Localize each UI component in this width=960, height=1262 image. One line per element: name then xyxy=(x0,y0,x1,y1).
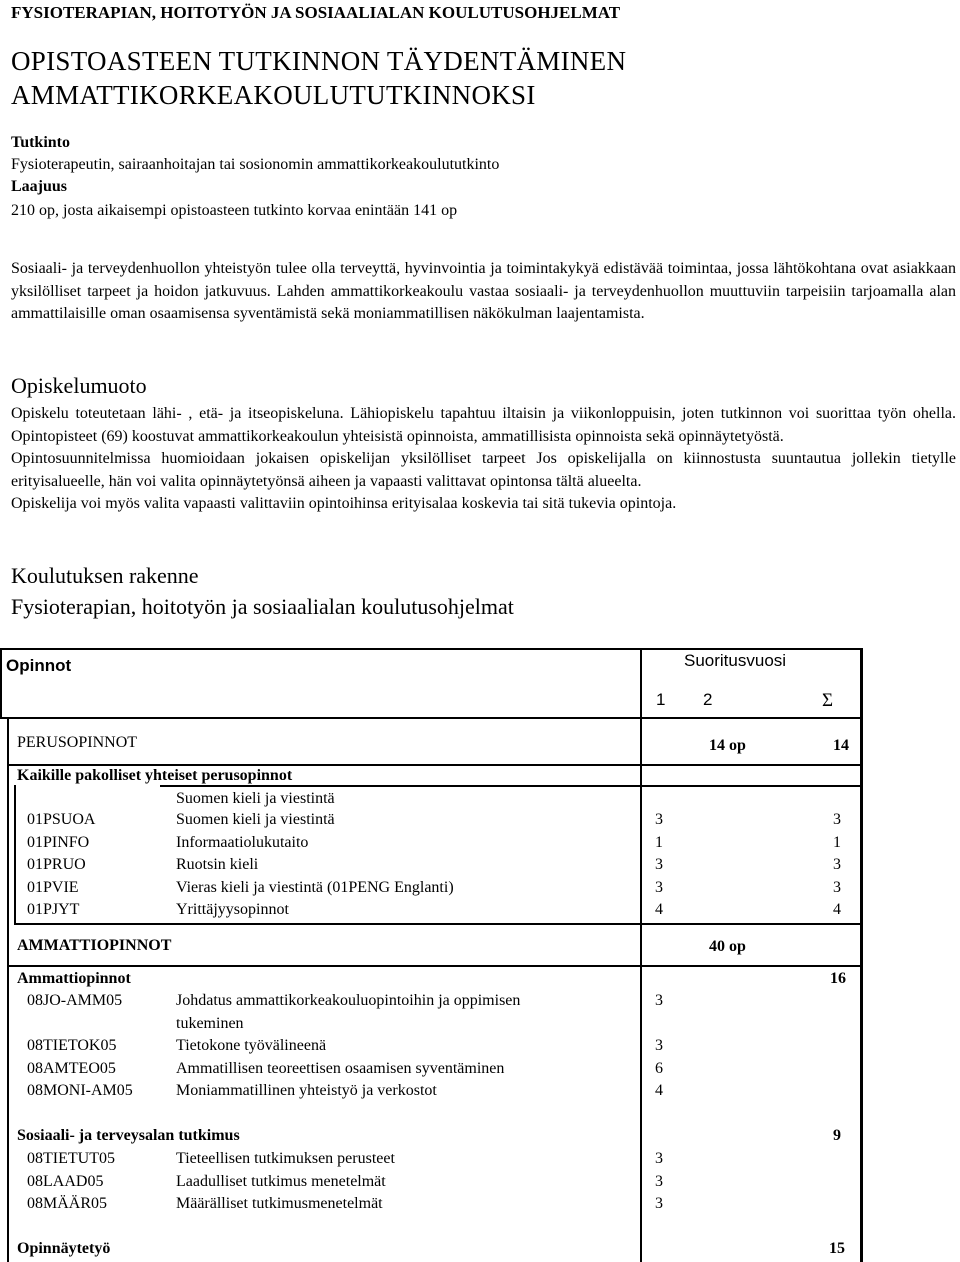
intro-paragraph xyxy=(11,258,956,326)
ammatti-row1-code: 08JO-AMM05 xyxy=(27,992,123,1009)
opiskelumuoto-p3: Opiskelija voi myös valita vapaasti valittaviin opintoihinsa erityisalaa koskevia tai sitä tukevia opintoja. xyxy=(11,495,677,512)
rakenne-heading: Koulutuksen rakenne xyxy=(11,563,199,588)
col-year-2: 2 xyxy=(703,690,713,709)
course-year1-credits: 3 xyxy=(655,1172,663,1190)
ammatti-row1-name-l1: Johdatus ammattikorkeakouluopintoihin ja oppimisen xyxy=(176,992,521,1009)
col-opinnot: Opinnot xyxy=(6,656,72,675)
course-year1-credits: 4 xyxy=(655,1082,663,1100)
ammatti-row1-y1: 3 xyxy=(655,992,663,1009)
table-row xyxy=(0,1060,960,1082)
ammatti-row1-name-l2: tukeminen xyxy=(176,1015,244,1032)
course-sum-credits: 1 xyxy=(833,833,841,851)
course-name: Ammatillisen teoreettisen osaamisen syventäminen xyxy=(176,1059,505,1077)
course-name: Vieras kieli ja viestintä (01PENG Englanti) xyxy=(176,878,454,896)
course-name: Moniammatillinen yhteistyö ja verkostot xyxy=(176,1082,437,1100)
course-year1-credits: 3 xyxy=(655,878,663,896)
laajuus-value: 210 op, josta aikaisempi opistoasteen tutkinto korvaa enintään 141 op xyxy=(11,202,458,219)
course-code: 08AMTEO05 xyxy=(27,1059,116,1077)
course-code: 08MÄÄR05 xyxy=(27,1195,108,1213)
course-code: 08TIETUT05 xyxy=(27,1150,115,1167)
page-title-line2: AMMATTIKORKEAKOULUTUTKINNOKSI xyxy=(11,80,536,110)
course-year1-credits: 3 xyxy=(655,1037,663,1054)
opiskelumuoto-section xyxy=(11,403,956,516)
table-top-border xyxy=(0,648,862,650)
course-sum-credits: 3 xyxy=(833,811,841,828)
perus-year: 14 op xyxy=(709,737,746,754)
perus-row-separator xyxy=(7,764,862,766)
table-row xyxy=(0,811,960,833)
course-year1-credits: 4 xyxy=(655,901,663,919)
table-row xyxy=(0,856,960,878)
tutkimus-label: Sosiaali- ja terveysalan tutkimus xyxy=(17,1127,240,1144)
course-name: Laadulliset tutkimus menetelmät xyxy=(176,1172,386,1190)
page-title-line1: OPISTOASTEEN TUTKINNON TÄYDENTÄMINEN xyxy=(11,46,627,76)
course-year1-credits: 3 xyxy=(655,1150,663,1167)
laajuus-label: Laajuus xyxy=(11,178,68,195)
table-row xyxy=(0,1173,960,1195)
yhteiset-label: Kaikille pakolliset yhteiset perusopinnot xyxy=(17,767,293,784)
table-row xyxy=(0,1195,960,1217)
course-code: 01PINFO xyxy=(27,833,90,851)
ammattiopinnot-sum: 16 xyxy=(830,970,846,987)
opiskelumuoto-p1: Opiskelu toteutetaan lähi- , etä- ja itseopiskeluna. Lähiopiskelu tapahtuu iltaisin ja viikonloppuisin, joten tutkinnon voi suorittaa työn ohella. Opintopisteet (69) koostuvat ammattikorkeakoulun yhteisistä opinnoista, ammatillisista opinnoista sekä opinnäytetyöstä. xyxy=(11,405,956,445)
course-year1-credits: 3 xyxy=(655,1195,663,1213)
course-name: Tieteellisen tutkimuksen perusteet xyxy=(176,1150,395,1167)
table-row xyxy=(0,834,960,856)
perus-sum: 14 xyxy=(833,737,849,754)
tutkimus-sum: 9 xyxy=(833,1127,841,1144)
opiskelumuoto-p2: Opintosuunnitelmissa huomioidaan jokaisen opiskelijan yksilölliset tarpeet Jos opiskelijalla on kiinnostusta suuntautua jollekin tietylle erityisalueelle, hän voi valita opinnäytetyönsä aiheen ja vapaasti valittavat opintonsa tältä alueelta. xyxy=(11,450,956,490)
course-year1-credits: 3 xyxy=(655,811,663,828)
course-name: Yrittäjyysopinnot xyxy=(176,901,289,919)
table-header-bottom xyxy=(0,717,862,719)
ammatti-row-separator xyxy=(7,965,862,967)
ammattiopinnot-label: Ammattiopinnot xyxy=(17,970,131,987)
table-left-border-header xyxy=(0,648,2,719)
tutkinto-label: Tutkinto xyxy=(11,134,70,151)
course-code: 01PSUOA xyxy=(27,811,96,828)
rakenne-subheading: Fysioterapian, hoitotyön ja sosiaalialan koulutusohjelmat xyxy=(11,594,514,619)
col-sum: Σ xyxy=(822,690,834,711)
ammatti-label: AMMATTIOPINNOT xyxy=(17,937,172,954)
course-name: Suomen kieli ja viestintä xyxy=(176,811,335,828)
program-header: FYSIOTERAPIAN, HOITOTYÖN JA SOSIAALIALAN KOULUTUSOHJELMAT xyxy=(11,3,621,22)
course-sum-credits: 3 xyxy=(833,856,841,874)
table-row xyxy=(0,1037,960,1059)
course-code: 08MONI-AM05 xyxy=(27,1082,133,1100)
course-sum-credits: 4 xyxy=(833,901,841,919)
table-row xyxy=(0,879,960,901)
course-sum-credits: 3 xyxy=(833,878,841,896)
course-name: Tietokone työvälineenä xyxy=(176,1037,327,1054)
course-code: 01PRUO xyxy=(27,856,86,874)
course-name: Ruotsin kieli xyxy=(176,856,259,874)
table-row xyxy=(0,901,960,923)
course-name: Määrälliset tutkimusmenetelmät xyxy=(176,1195,383,1213)
col-suoritusvuosi: Suoritusvuosi xyxy=(684,651,787,670)
tutkinto-value: Fysioterapeutin, sairaanhoitajan tai sosionomin ammattikorkeakoulututkinto xyxy=(11,156,500,173)
course-code: 08LAAD05 xyxy=(27,1172,104,1190)
col-year-1: 1 xyxy=(656,690,666,709)
opinnaytetyo-sum: 15 xyxy=(829,1240,845,1257)
yhteiset-top-line xyxy=(160,785,860,787)
table-row xyxy=(0,1082,960,1104)
opiskelumuoto-heading: Opiskelumuoto xyxy=(11,373,147,398)
course-code: 01PVIE xyxy=(27,878,79,896)
course-year1-credits: 3 xyxy=(655,856,663,874)
course-year1-credits: 6 xyxy=(655,1059,663,1077)
yhteiset-group: Suomen kieli ja viestintä xyxy=(176,790,335,807)
perus-label: PERUSOPINNOT xyxy=(17,734,138,751)
course-code: 01PJYT xyxy=(27,901,80,919)
opinnaytetyo-label: Opinnäytetyö xyxy=(17,1240,111,1257)
ammatti-year: 40 op xyxy=(709,938,746,955)
course-name: Informaatiolukutaito xyxy=(176,833,309,851)
course-year1-credits: 1 xyxy=(655,833,663,851)
course-code: 08TIETOK05 xyxy=(27,1037,117,1054)
table-row xyxy=(0,1150,960,1172)
intro-text: Sosiaali- ja terveydenhuollon yhteistyön tulee olla terveyttä, hyvinvointia ja toimintakykyä edistävää toimintaa, jossa lähtökohtana ovat asiakkaan yksilölliset tarpeet ja hoidon jatkuvuus. Lahden ammattikorkeakoulu vastaa sosiaali- ja terveydenhuollon muuttuviin tarpeisiin tarjoamalla alan ammattilaisille oman osaamisensa syventämistä sekä moniammatillisen näkökulman laajentamista. xyxy=(11,260,956,322)
